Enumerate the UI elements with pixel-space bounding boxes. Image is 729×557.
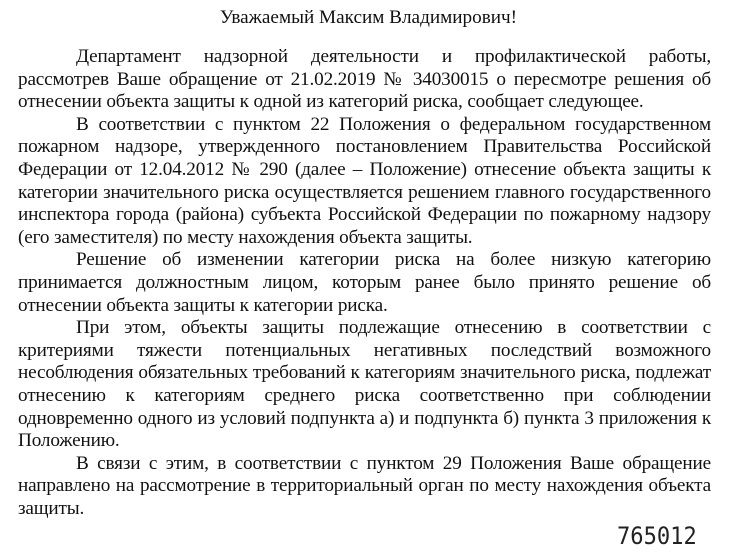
letter-body (18, 0, 711, 520)
paragraph-5: В связи с этим, в соответствии с пунктом 29 Положения Ваше обращение направлено на рассмотрение в территориальный орган по месту нахождения объекта защиты. (18, 452, 711, 519)
paragraph-1: Департамент надзорной деятельности и профилактической работы, рассмотрев Ваше обращение от 21.02.2019 № 34030015 о пересмотре решения об отнесении объекта защиты к одной из категорий риска, сообщает следующее. (18, 46, 711, 113)
salutation: Уважаемый Максим Владимирович! (219, 7, 518, 28)
registration-number: 765012 (617, 522, 697, 550)
paragraph-3: Решение об изменении категории риска на более низкую категорию принимается должностным лицом, которым ранее было принято решение об отнесении объекта защиты к категории риска. (18, 249, 711, 316)
paragraph-2: В соответствии с пунктом 22 Положения о федеральном государственном пожарном надзоре, утвержденного постановлением Правительства Российской Федерации от 12.04.2012 № 290 (далее – Положение) отнесение объекта защиты к категории значительного риска осуществляется решением главного государственного инспектора города (района) субъекта Российской Федерации по пожарному надзору (его заместителя) по месту нахождения объекта защиты. (18, 113, 711, 248)
paragraph-4: При этом, объекты защиты подлежащие отнесению в соответствии с критериями тяжести потенциальных негативных последствий возможного несоблюдения обязательных требований к категориям значительного риска, подлежат отнесению к категориям среднего риска соответственно при соблюдении одновременно одного из условий подпункта а) и подпункта б) пункта 3 приложения к Положению. (18, 317, 711, 452)
